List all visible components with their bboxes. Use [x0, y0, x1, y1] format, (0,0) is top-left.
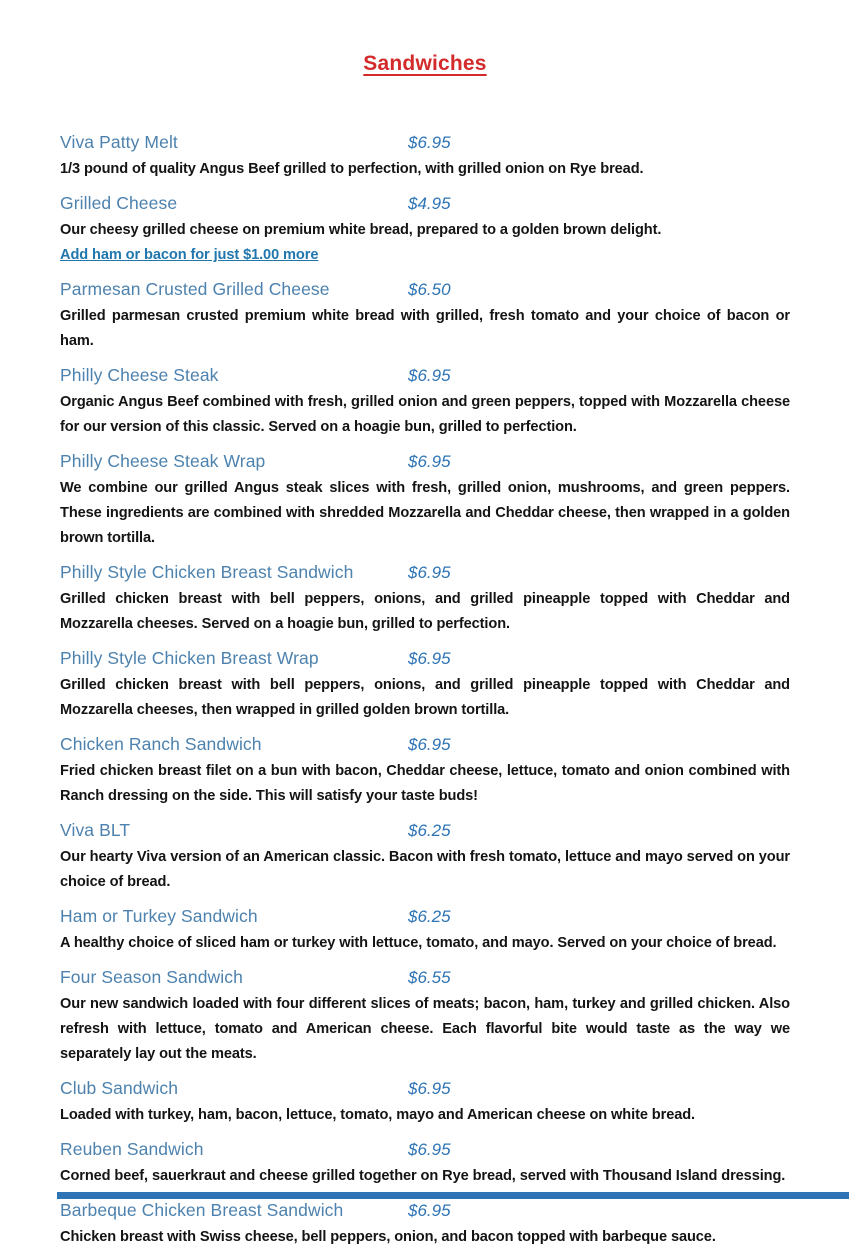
item-name: Viva Patty Melt	[60, 132, 178, 152]
item-price: $6.95	[408, 649, 451, 668]
item-price: $6.95	[408, 366, 451, 385]
page-title: Sandwiches	[363, 52, 487, 75]
item-price: $6.95	[408, 133, 451, 152]
item-price: $6.95	[408, 452, 451, 471]
item-description: 1/3 pound of quality Angus Beef grilled to perfection, with grilled onion on Rye bread.	[60, 161, 644, 177]
menu-item-header	[60, 904, 790, 929]
item-name: Viva BLT	[60, 820, 131, 840]
menu-item	[60, 965, 790, 1067]
item-name: Parmesan Crusted Grilled Cheese	[60, 279, 330, 299]
menu-item	[60, 363, 790, 440]
menu-item	[60, 732, 790, 809]
item-name: Philly Cheese Steak	[60, 365, 219, 385]
menu-item-header	[60, 965, 790, 990]
item-description: Our cheesy grilled cheese on premium white bread, prepared to a golden brown delight.	[60, 222, 662, 238]
menu-item-header	[60, 818, 790, 843]
item-price: $6.25	[408, 821, 451, 840]
menu-item-header	[60, 1137, 790, 1162]
item-price: $6.25	[408, 907, 451, 926]
menu-item-header	[60, 1076, 790, 1101]
item-name: Ham or Turkey Sandwich	[60, 906, 258, 926]
menu-item	[60, 818, 790, 895]
menu-item-header	[60, 560, 790, 585]
menu-item	[60, 277, 790, 354]
menu-item	[60, 449, 790, 551]
item-description: Chicken breast with Swiss cheese, bell peppers, onion, and bacon topped with barbeque sauce.	[60, 1229, 716, 1245]
item-price: $6.95	[408, 1140, 451, 1159]
item-name: Philly Cheese Steak Wrap	[60, 451, 266, 471]
item-description: Loaded with turkey, ham, bacon, lettuce, tomato, mayo and American cheese on white bread.	[60, 1107, 695, 1123]
menu-item-header	[60, 1198, 790, 1223]
item-price: $6.95	[408, 735, 451, 754]
menu-item	[60, 646, 790, 723]
item-price: $4.95	[408, 194, 451, 213]
item-name: Grilled Cheese	[60, 193, 178, 213]
item-price: $6.50	[408, 280, 451, 299]
item-price: $6.95	[408, 1201, 451, 1220]
item-description: Grilled chicken breast with bell peppers, onions, and grilled pineapple topped with Cheddar and Mozzarella cheeses. Served on a hoagie bun, grilled to perfection.	[60, 591, 790, 632]
item-description: Organic Angus Beef combined with fresh, grilled onion and green peppers, topped with Mozzarella cheese for our version of this classic. Served on a hoagie bun, grilled to perfection.	[60, 394, 790, 435]
item-price: $6.55	[408, 968, 451, 987]
menu-item-header	[60, 191, 790, 216]
page-bottom-border	[57, 1192, 849, 1199]
item-name: Barbeque Chicken Breast Sandwich	[60, 1200, 344, 1220]
item-addon-link[interactable]: Add ham or bacon for just $1.00 more	[60, 247, 319, 263]
item-name: Four Season Sandwich	[60, 967, 243, 987]
item-description: Grilled parmesan crusted premium white bread with grilled, fresh tomato and your choice of bacon or ham.	[60, 308, 790, 349]
item-name: Club Sandwich	[60, 1078, 179, 1098]
item-description: Corned beef, sauerkraut and cheese grilled together on Rye bread, served with Thousand Island dressing.	[60, 1168, 786, 1184]
menu-item-header	[60, 363, 790, 388]
item-description: Grilled chicken breast with bell peppers, onions, and grilled pineapple topped with Cheddar and Mozzarella cheeses, then wrapped in grilled golden brown tortilla.	[60, 677, 790, 718]
menu-item	[60, 1198, 790, 1250]
menu-item	[60, 191, 790, 268]
item-name: Reuben Sandwich	[60, 1139, 204, 1159]
menu-item-header	[60, 130, 790, 155]
item-description: We combine our grilled Angus steak slices with fresh, grilled onion, mushrooms, and green peppers. These ingredients are combined with shredded Mozzarella and Cheddar cheese, then wrapped in a golden brown tortilla.	[60, 480, 790, 546]
item-name: Philly Style Chicken Breast Wrap	[60, 648, 319, 668]
menu-item-header	[60, 732, 790, 757]
menu-item	[60, 1137, 790, 1189]
item-description: Fried chicken breast filet on a bun with bacon, Cheddar cheese, lettuce, tomato and onion combined with Ranch dressing on the side. This will satisfy your taste buds!	[60, 763, 790, 804]
item-price: $6.95	[408, 563, 451, 582]
menu-item	[60, 560, 790, 637]
item-price: $6.95	[408, 1079, 451, 1098]
item-name: Chicken Ranch Sandwich	[60, 734, 262, 754]
menu-item-header	[60, 646, 790, 671]
item-description: Our new sandwich loaded with four different slices of meats; bacon, ham, turkey and grilled chicken. Also refresh with lettuce, tomato and American cheese. Each flavorful bite would taste as the way we separately lay out the meats.	[60, 996, 790, 1062]
item-description: A healthy choice of sliced ham or turkey with lettuce, tomato, and mayo. Served on your choice of bread.	[60, 935, 777, 951]
item-name: Philly Style Chicken Breast Sandwich	[60, 562, 354, 582]
menu-item	[60, 904, 790, 956]
menu-item	[60, 130, 790, 182]
menu-item	[60, 1076, 790, 1128]
item-description: Our hearty Viva version of an American classic. Bacon with fresh tomato, lettuce and mayo served on your choice of bread.	[60, 849, 790, 890]
menu-item-header	[60, 449, 790, 474]
menu-list	[60, 130, 790, 1250]
menu-item-header	[60, 277, 790, 302]
